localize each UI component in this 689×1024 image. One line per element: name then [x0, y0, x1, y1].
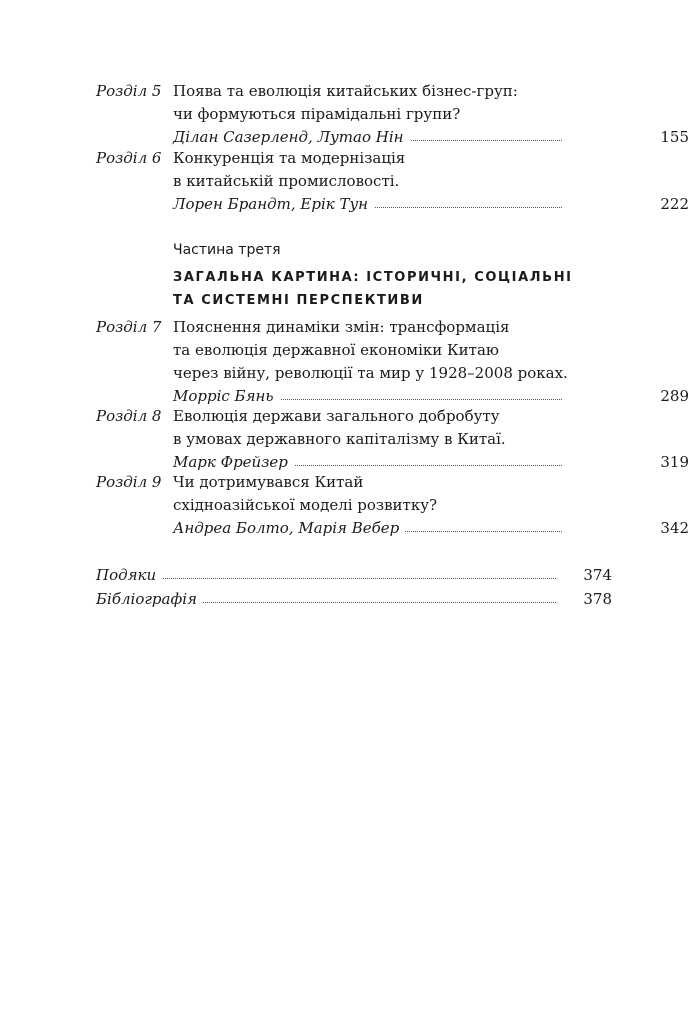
dot-leader: [273, 399, 562, 400]
part-title-line: ЗАГАЛЬНА КАРТИНА: ІСТОРИЧНІ, СОЦІАЛЬНІ: [173, 270, 573, 285]
part-label: Частина третя: [173, 242, 281, 258]
toc-entry-chapter-8[interactable]: [96, 405, 689, 474]
chapter-title-line: східноазійської моделі розвитку?: [173, 496, 438, 514]
chapter-title-line: та еволюція державної економіки Китаю: [173, 341, 499, 359]
page-number: 289: [660, 387, 689, 405]
page-number: 342: [660, 519, 689, 537]
part-title: [173, 266, 573, 312]
back-matter-label: Подяки: [96, 564, 162, 587]
dot-leader: [283, 465, 562, 466]
chapter-title-line: Пояснення динаміки змін: трансформація: [173, 318, 510, 336]
dot-leader: [192, 602, 556, 603]
back-matter-label: Бібліографія: [96, 588, 203, 611]
chapter-title-line: Поява та еволюція китайських бізнес-груп:: [173, 82, 518, 100]
chapter-author: Андреа Болто, Марія Вебер: [173, 519, 405, 537]
chapter-title-line: Конкуренція та модернізація: [173, 149, 406, 167]
toc-entry-acknowledgements[interactable]: [96, 564, 612, 587]
chapter-title-line: Еволюція держави загального добробуту: [173, 407, 500, 425]
dot-leader: [152, 578, 556, 579]
chapter-author-line: [173, 517, 689, 540]
toc-entry-bibliography[interactable]: [96, 588, 612, 611]
chapter-title-line: в умовах державного капіталізму в Китаї.: [173, 430, 506, 448]
chapter-label: Розділ 5: [96, 82, 162, 100]
toc-entry-chapter-6[interactable]: [96, 147, 689, 216]
page-number: 319: [660, 453, 689, 471]
chapter-title-line: чи формуються пірамідальні групи?: [173, 105, 461, 123]
part-title-line: ТА СИСТЕМНІ ПЕРСПЕКТИВИ: [173, 293, 424, 308]
toc-entry-chapter-9[interactable]: [96, 471, 689, 540]
chapter-author: Лорен Брандт, Ерік Тун: [173, 195, 374, 213]
chapter-label: Розділ 6: [96, 149, 162, 167]
chapter-label: Розділ 9: [96, 473, 162, 491]
page-number: 155: [660, 128, 689, 146]
chapter-author: Марк Фрейзер: [173, 453, 294, 471]
chapter-author: Ділан Сазерленд, Лутао Нін: [173, 128, 410, 146]
chapter-author: Морріс Бянь: [173, 387, 280, 405]
chapter-title-line: в китайській промисловості.: [173, 172, 400, 190]
chapter-author-line: [173, 193, 689, 216]
chapter-title-line: Чи дотримувався Китай: [173, 473, 364, 491]
dot-leader: [383, 531, 562, 532]
page-number: 378: [583, 590, 612, 608]
page-number: 222: [660, 195, 689, 213]
chapter-label: Розділ 8: [96, 407, 162, 425]
dot-leader: [353, 207, 562, 208]
toc-entry-chapter-5[interactable]: [96, 80, 689, 149]
chapter-title-line: через війну, революції та мир у 1928–2008 роках.: [173, 364, 568, 382]
toc-entry-chapter-7[interactable]: [96, 316, 689, 408]
chapter-author-line: [173, 126, 689, 149]
chapter-label: Розділ 7: [96, 318, 162, 336]
page-number: 374: [583, 566, 612, 584]
